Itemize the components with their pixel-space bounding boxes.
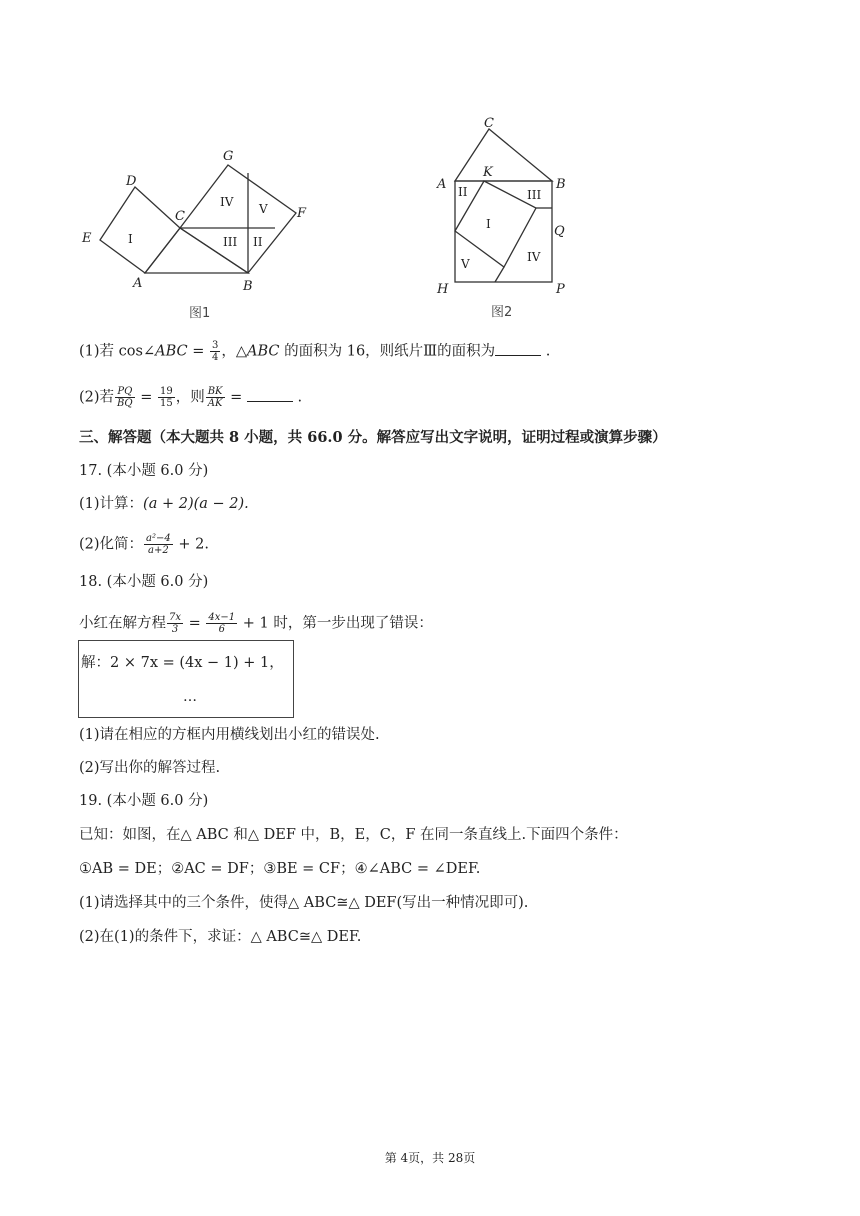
fig2-region-1: I [486,217,491,231]
figure-2 [425,110,595,325]
q19-conditions: ①AB = DE；②AC = DF；③BE = CF；④∠ABC = ∠DEF. [79,861,481,877]
q18-box-ellipsis: … [183,689,197,705]
fig1-region-5: V [259,202,268,216]
fig2-label-k: K [483,165,493,180]
figure-1-drawing [75,140,315,325]
q18-fraction-left: $\frac{7x}{3}$ [169,612,182,635]
q17-part2: (2)化简： $\frac{\text{a²−4}}{a+2}$ + 2. [79,533,209,556]
q18-fraction-right: $\frac{4x-1}{6}$ [208,612,236,635]
fig2-region-2: II [458,185,468,199]
figure-2-drawing [425,110,595,325]
q18-box-line1: 解：2 × 7x = (4x − 1) + 1， [81,655,284,671]
q17-title: 17. (本小题 6.0 分) [79,463,209,479]
fig1-label-e: E [82,231,92,246]
fig1-label-a: A [133,276,143,291]
fig1-label-b: B [243,279,253,294]
fig2-label-q: Q [554,224,565,239]
answer-blank [247,387,293,402]
figure-1 [75,140,315,325]
q17-fraction: $\frac{\text{a²−4}}{a+2}$ [146,533,171,556]
fig2-label-p: P [556,282,565,297]
q18-title: 18. (本小题 6.0 分) [79,574,209,590]
q16-p1-text-a: (1)若 cos∠ [79,343,156,360]
q19-title: 19. (本小题 6.0 分) [79,793,209,809]
fig1-region-2: II [253,235,263,249]
fig2-label-h: H [437,282,449,297]
q17-part1: (1)计算：(a + 2)(a − 2). [79,496,249,512]
fig1-region-1: I [128,232,133,246]
q16-p1-eq: = [187,343,209,360]
fig2-label-b: B [556,177,566,192]
q18-intro: 小红在解方程 $\frac{7x}{3}$ = $\frac{4x-1}{6}$ + 1 时，第一步出现了错误： [79,612,433,635]
q16-p1-text-d: ，△ [221,343,247,360]
fig1-region-4: IV [220,195,234,209]
q18-solution-box [78,640,294,718]
q19-part2: (2)在(1)的条件下，求证：△ ABC≅△ DEF. [79,929,362,945]
fig2-region-5: V [461,257,470,271]
q16-part1: (1)若 cos∠ABC = $\frac{3}{4}$ ，△ABC 的面积为 16，则纸片Ⅲ的面积为 . [79,340,551,363]
q16-p2-fraction-pq-bq: $\frac{PQ}{BQ}$ [117,386,133,409]
q16-p2-fraction-19-15: $\frac{19}{15}$ [159,386,173,409]
fig2-label-a: A [437,177,447,192]
q16-p1-fraction: $\frac{3}{4}$ [211,340,219,363]
fig1-region-3: III [223,235,238,249]
fig2-label-c: C [484,116,494,131]
page-footer: 第 4页，共 28页 [384,1151,476,1165]
fig1-label-f: F [297,206,307,221]
q16-part2: (2)若 $\frac{PQ}{BQ}$ = $\frac{19}{15}$ ，则 $\frac{BK}{AK}$ = . [79,386,303,409]
section-heading: 三、解答题（本大题共 8 小题，共 66.0 分。解答应写出文字说明，证明过程或演算步骤） [79,429,667,446]
fig2-caption: 图2 [491,305,513,320]
q19-intro: 已知：如图，在△ ABC 和△ DEF 中，B，E，C，F 在同一条直线上.下面四个条件： [79,827,628,843]
answer-blank [495,341,541,356]
q16-p1-var2: ABC [247,343,280,360]
fig2-region-3: III [527,188,542,202]
fig2-region-4: IV [527,250,541,264]
q19-part1: (1)请选择其中的三个条件，使得△ ABC≅△ DEF(写出一种情况即可). [79,895,529,911]
fig1-label-c: C [175,209,185,224]
fig1-label-d: D [126,174,137,189]
q18-part1: (1)请在相应的方框内用横线划出小红的错误处. [79,727,380,743]
fig1-label-g: G [223,149,234,164]
fig1-caption: 图1 [189,306,211,321]
q16-p1-text-f: 的面积为 16，则纸片Ⅲ的面积为 [279,343,496,360]
q18-part2: (2)写出你的解答过程. [79,760,221,776]
q16-p1-var: ABC [155,343,188,360]
q16-p2-fraction-bk-ak: $\frac{BK}{AK}$ [207,386,223,409]
